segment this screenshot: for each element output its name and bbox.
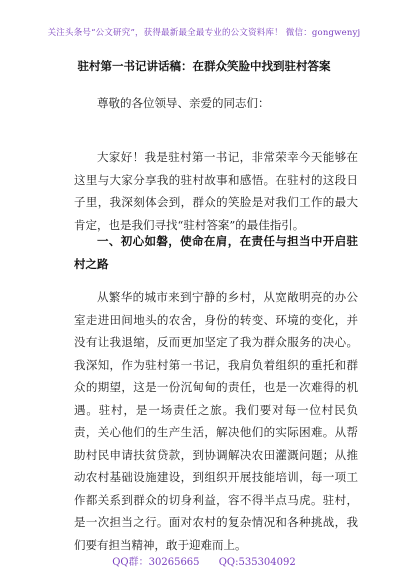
body-paragraph: 从繁华的城市来到宁静的乡村，从宽敞明亮的办公室走进田间地头的农舍，身份的转变、环境的变化，并没有让我退缩，反而更加坚定了我为群众服务的决心。我深知，作为驻村第一书记，我肩负着组织的重托和群众的期望，这是一份沉甸甸的责任，也是一次难得的机遇。驻村，是一场责任之旅。我们要对每一位村民负责，关心他们的生产生活，解决他们的实际困难。从帮助村民申请扶贫贷款，到协调解决农田灌溉问题；从推动农村基础设施建设，到组织开展技能培训，每一项工作都关系到群众的切身利益，容不得半点马虎。驻村，是一次担当之行。面对农村的复杂情况和各种挑战，我们要有担当精神，敢于迎难而上。: [74, 290, 358, 552]
document-title: 驻村第一书记讲话稿：在群众笑脸中找到驻村答案: [77, 59, 331, 73]
footer-contact: [0, 553, 408, 568]
header-note: 关注头条号“公文研究”，获得最新最全最专业的公文资料库！ 微信：gongwenyj: [47, 28, 361, 38]
intro-paragraph: 大家好！我是驻村第一书记，非常荣幸今天能够在这里与大家分享我的驻村故事和感悟。在驻村的这段日子里，我深刻体会到，群众的笑脸是对我们工作的最大肯定，也是我们寻找“驻村答案”的最佳指引。: [74, 150, 358, 232]
section-heading: 一、初心如磐，使命在肩，在责任与担当中开启驻村之路: [74, 234, 358, 271]
greeting: 尊敬的各位领导、亲爱的同志们：: [97, 96, 270, 110]
footer-qq: QQ:535304092: [218, 557, 296, 568]
footer-qq-group: QQ群：30265665: [112, 557, 200, 568]
